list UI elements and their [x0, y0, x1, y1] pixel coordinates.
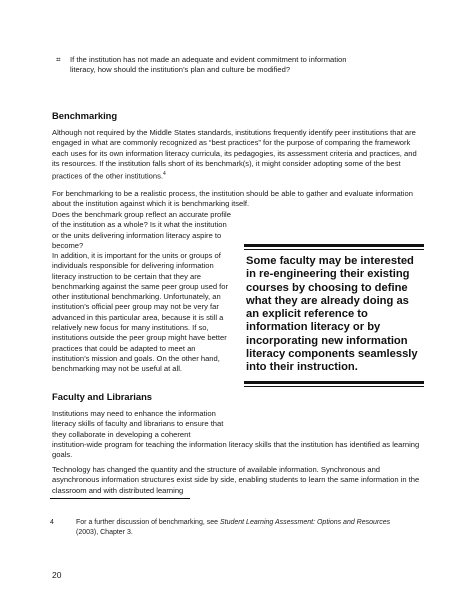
- faculty-paragraph-2: [52, 465, 424, 496]
- pull-quote-bottom-rule: [244, 381, 424, 384]
- footnote-text-post: (2003), Chapter 3.: [76, 529, 133, 536]
- bullet-item: [56, 55, 370, 75]
- bullet-mark-icon: ⌗: [56, 55, 61, 64]
- benchmarking-paragraph-2-text: For benchmarking to be a realistic process, the institution should be able to gather and evaluate information about the institution against which it is benchmarking itself.: [52, 189, 413, 209]
- faculty-paragraph-1-cont-text: institution-wide program for teaching the information literacy skills that the institution has identified as learning goals.: [52, 440, 420, 460]
- footnote-ref: 4: [163, 171, 166, 178]
- pull-quote-text: Some faculty may be interested in re-engineering their existing courses by choosing to define what they are already doing as an explicit reference to information literacy or by incorporating new information literacy components seamlessly into their instruction.: [246, 255, 418, 374]
- benchmarking-paragraph-2-cont: [52, 210, 234, 251]
- page-number: 20: [52, 570, 62, 580]
- footnote-text: [76, 518, 406, 538]
- pull-quote: [244, 244, 424, 387]
- footnote-rule: [50, 498, 190, 499]
- faculty-paragraph-1-text: Institutions may need to enhance the information literacy skills of faculty and librarians to ensure that they collaborate in developing a coherent: [52, 409, 224, 439]
- benchmarking-paragraph-1: [52, 128, 424, 182]
- benchmarking-paragraph-3-text: In addition, it is important for the units or groups of individuals responsible for delivering information literacy instruction to be certain that they are benchmarking against the same peer group used for other institutional benchmarking. Unfortunately, an institution’s official peer group may not be very far advanced in this particular area, because it is still a relatively new focus for many institutions. If so, institutions outside the peer group might have better practices that could be adapted to meet an institution’s mission and goals. On the other hand, benchmarking may not be useful at all.: [52, 251, 229, 374]
- pull-quote-bottom-rule-thin: [244, 386, 424, 387]
- footnote-text-pre: For a further discussion of benchmarking, see: [76, 519, 220, 526]
- faculty-paragraph-2-text: Technology has changed the quantity and the structure of available information. Synchronous and asynchronous information structures exist side by side, enabling students to learn the same information in the classroom and with distributed learning: [52, 465, 420, 495]
- bullet-text: If the institution has not made an adequate and evident commitment to information literacy, how should the institution’s plan and culture be modified?: [70, 55, 347, 74]
- benchmarking-heading: Benchmarking: [52, 110, 118, 121]
- pull-quote-top-rule: [244, 244, 424, 247]
- benchmarking-paragraph-2: [52, 189, 424, 210]
- benchmarking-paragraph-2-cont-text: Does the benchmark group reflect an accurate profile of the institution as a whole? Is it what the institution or the units delivering information literacy aspire to become?: [52, 210, 231, 250]
- benchmarking-paragraph-1-text: Although not required by the Middle States standards, institutions frequently identify peer institutions that are engaged in what are commonly recognized as “best practices” for the purpose of comparing the framework each uses for its own information literacy curricula, its pedagogies, its assessment criteria and practices, and its resources. If the institution falls short of its benchmark(s), it might consider adopting some of the best practices of the other institutions.: [52, 128, 417, 181]
- faculty-paragraph-1: [52, 409, 234, 440]
- footnote-number: 4: [50, 519, 54, 526]
- benchmarking-paragraph-3: [52, 251, 234, 375]
- faculty-heading: Faculty and Librarians: [52, 391, 153, 402]
- footnote-title: Student Learning Assessment: Options and Resources: [219, 519, 391, 526]
- faculty-paragraph-1-cont: [52, 440, 424, 461]
